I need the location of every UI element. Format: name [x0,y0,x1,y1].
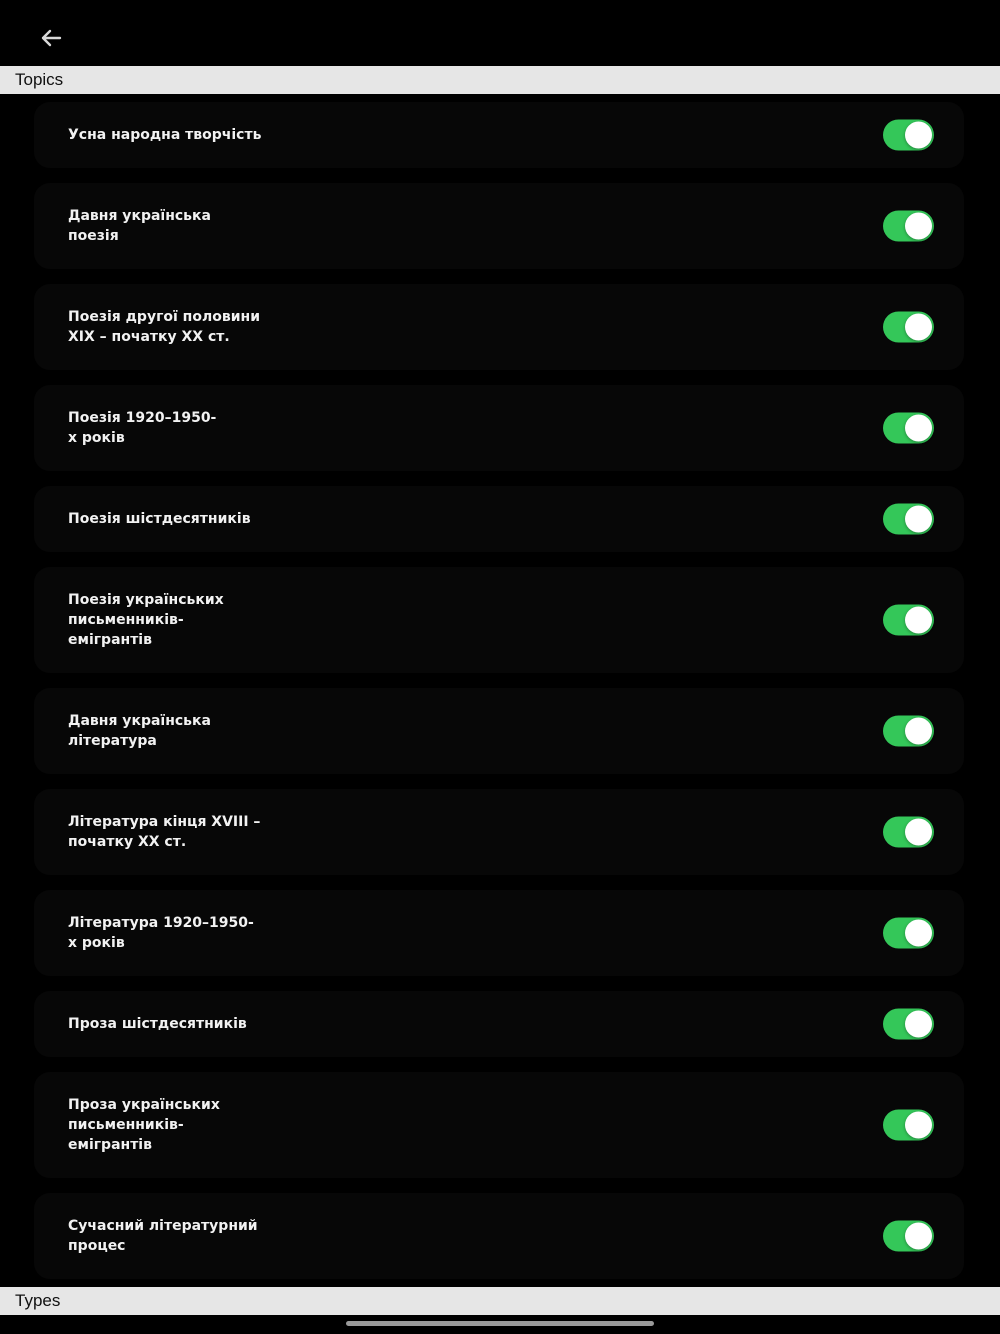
toggle-knob [905,920,932,947]
toggle-knob [905,1223,932,1250]
topic-label: Проза шістдесятників [68,1016,247,1032]
topic-toggle[interactable] [883,211,934,242]
list-item [34,890,964,976]
list-item [34,102,964,168]
topic-toggle[interactable] [883,716,934,747]
topics-section-header: Topics [0,66,1000,94]
topic-toggle[interactable] [883,1221,934,1252]
list-item [34,991,964,1057]
toggle-knob [905,1112,932,1139]
topic-toggle[interactable] [883,817,934,848]
topic-label: Поезія українських письменників- емігрантів [68,592,224,648]
topic-toggle[interactable] [883,504,934,535]
topic-label: Давня українська література [68,713,211,749]
topic-toggle[interactable] [883,1110,934,1141]
top-bar [0,0,1000,66]
topic-label: Сучасний літературний процес [68,1218,258,1254]
topic-toggle[interactable] [883,1009,934,1040]
back-button[interactable] [30,17,72,59]
toggle-knob [905,1011,932,1038]
list-item [34,284,964,370]
toggle-knob [905,718,932,745]
types-section-header: Types [0,1287,1000,1315]
toggle-knob [905,213,932,240]
topic-toggle[interactable] [883,120,934,151]
topic-toggle[interactable] [883,413,934,444]
topic-label: Поезія 1920–1950- х років [68,410,217,446]
list-item [34,1072,964,1178]
toggle-knob [905,122,932,149]
toggle-knob [905,506,932,533]
list-item [34,688,964,774]
topic-label: Література 1920–1950- х років [68,915,254,951]
topic-label: Поезія другої половини XIX – початку XX ст. [68,309,261,345]
topic-label: Література кінця XVIII – початку XX ст. [68,814,261,850]
list-item [34,385,964,471]
topic-label: Давня українська поезія [68,208,211,244]
topic-toggle[interactable] [883,312,934,343]
topic-label: Усна народна творчість [68,127,262,143]
topic-label: Поезія шістдесятників [68,511,251,527]
list-item [34,183,964,269]
list-item [34,486,964,552]
home-indicator[interactable] [346,1321,654,1326]
arrow-left-icon [40,29,62,47]
list-item [34,567,964,673]
toggle-knob [905,314,932,341]
list-item [34,789,964,875]
topic-label: Проза українських письменників- емігрантів [68,1097,220,1153]
topic-toggle[interactable] [883,605,934,636]
topic-toggle[interactable] [883,918,934,949]
toggle-knob [905,607,932,634]
toggle-knob [905,819,932,846]
toggle-knob [905,415,932,442]
list-item [34,1193,964,1279]
